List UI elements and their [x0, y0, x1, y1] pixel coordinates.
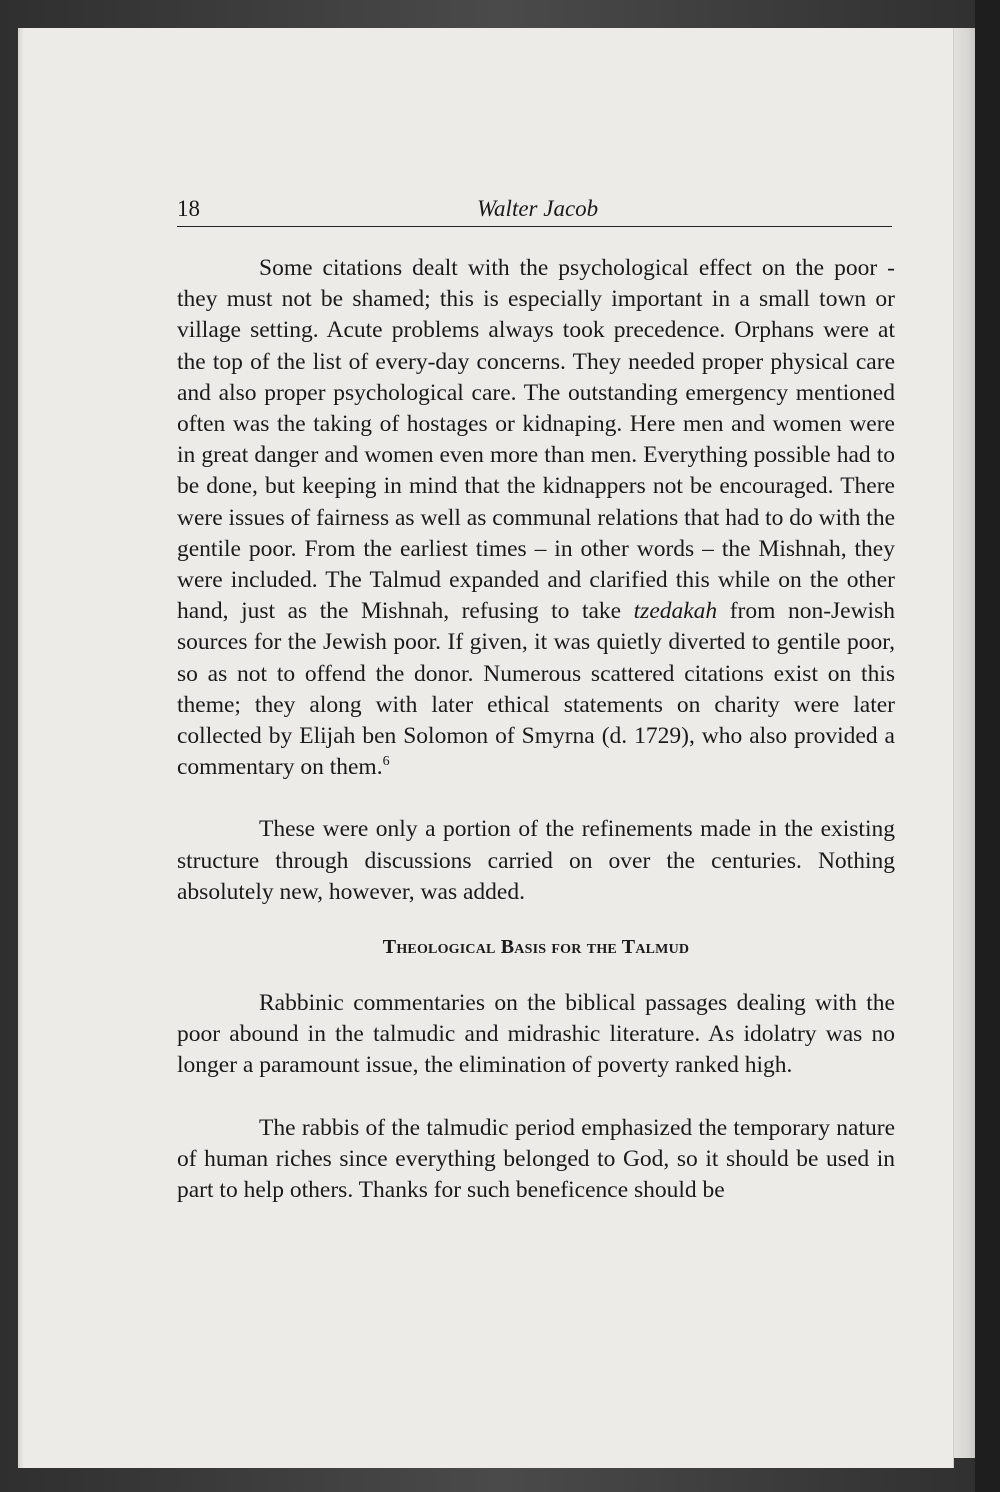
paragraph-text: from non-Jewish sources for the Jewish poor. If given, it was quietly diverted to gentile poor, so as not to offend the donor. Numerous scattered citations exist on this theme; they along with later ethical statements on charity were later collected by Elijah ben Solomon of Smyrna (d. 1729), who also provided a commentary on them.: [177, 598, 895, 781]
running-head: [177, 196, 892, 227]
page-left-edge: [18, 28, 24, 1468]
paragraph-rabbinic-commentaries: Rabbinic commentaries on the biblical passages dealing with the poor abound in the talmudic and midrashic literature. As idolatry was no longer a paramount issue, the elimination of poverty ranked high.: [177, 990, 895, 1079]
footnote-marker: 6: [382, 754, 390, 770]
paragraph-text: Some citations dealt with the psychological effect on the poor - they must not be shamed; this is especially important in a small town or village setting. Acute problems always took precedence. Orphans were at the top of the list of every-day concerns. They needed proper physical care and also proper psychological care. The outstanding emergency mentioned often was the taking of hostages or kidnaping. Here men and women were in great danger and women even more than men. Everything possible had to be done, but keeping in mind that the kidnappers not be encouraged. There were issues of fairness as well as communal relations that had to do with the gentile poor. From the earliest times – in other words – the Mishnah, they were included. The Talmud expanded and clarified this while on the other hand, just as the Mishnah, refusing to take: [177, 255, 895, 625]
running-head-author: Walter Jacob: [477, 196, 599, 221]
italic-term: tzedakah: [633, 598, 718, 625]
section-heading: Theological Basis for the Talmud: [382, 936, 690, 959]
paragraph-temporary-riches: The rabbis of the talmudic period emphasized the temporary nature of human riches since everything belonged to God, so it should be used in part to help others. Thanks for such beneficence should be: [177, 1114, 895, 1204]
book-spine-shadow: [975, 0, 1000, 1492]
paragraph-psychological-effect: [177, 253, 895, 783]
page-number: 18: [177, 196, 200, 221]
paragraph-refinements: These were only a portion of the refinements made in the existing structure through discussions carried on over the centuries. Nothing absolutely new, however, was added.: [177, 816, 895, 905]
body-text: [177, 253, 895, 1206]
